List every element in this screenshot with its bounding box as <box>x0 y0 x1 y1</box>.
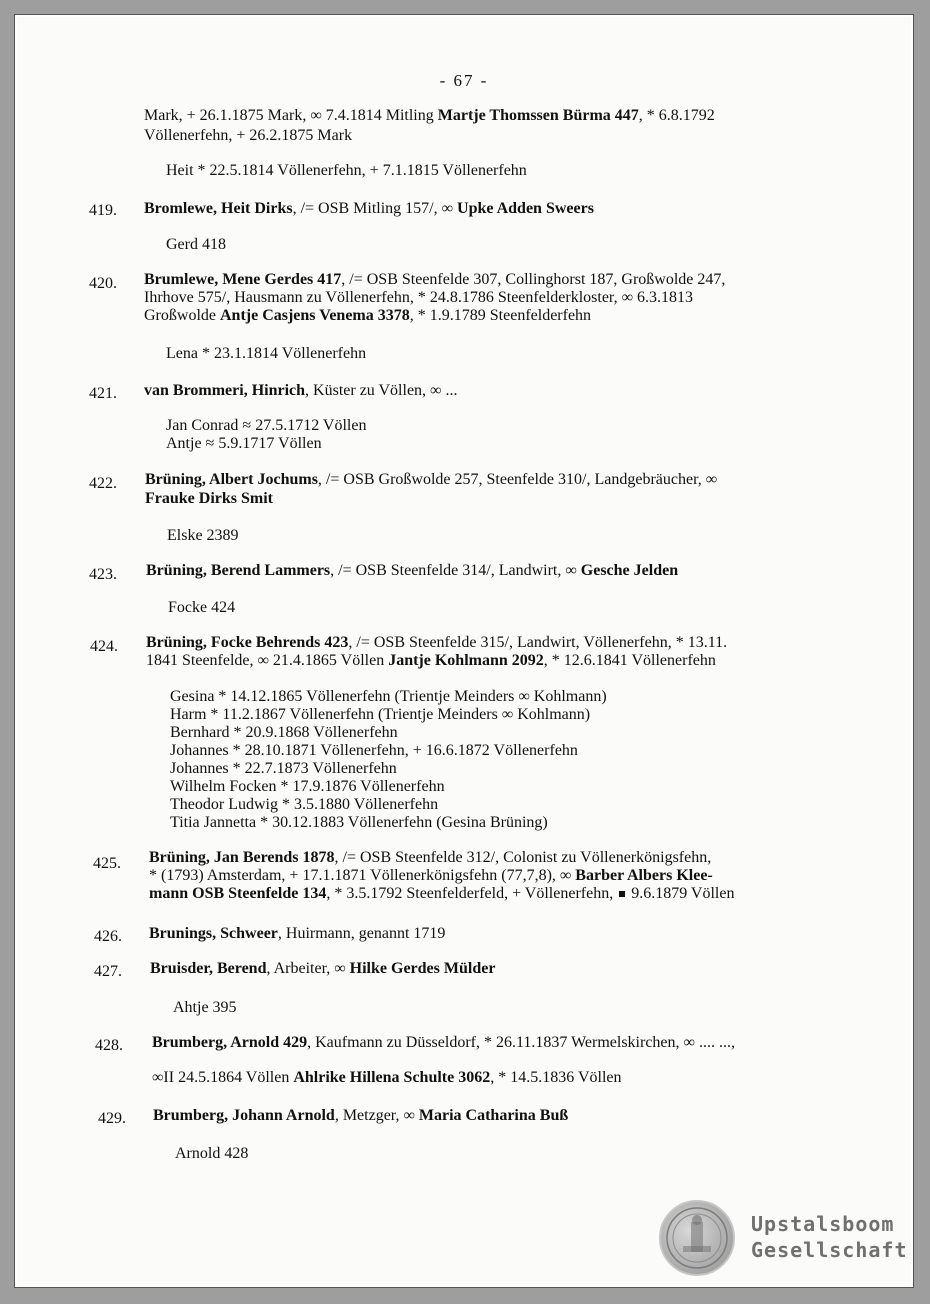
entry-421 <box>144 382 457 400</box>
entry-line <box>152 1069 622 1087</box>
entry-child: Arnold 428 <box>175 1145 249 1162</box>
entry-line <box>149 885 734 903</box>
entry-text: , * 12.6.1841 Völlenerfehn <box>543 652 716 669</box>
entry-details: , /= OSB Steenfelde 315/, Landwirt, Völlenerfehn, * 13.11. <box>348 634 728 651</box>
entry-child: Elske 2389 <box>167 527 239 544</box>
entry-number: 423. <box>89 566 117 583</box>
entry-number: 426. <box>94 928 122 945</box>
logo-text-line-2: Gesellschaft <box>751 1238 908 1262</box>
entry-spouse: Hilke Gerdes Mülder <box>349 960 496 977</box>
entry-spouse: Ahlrike Hillena Schulte 3062 <box>293 1069 491 1086</box>
entry-line <box>144 307 591 325</box>
entry-spouse: Maria Catharina Buß <box>418 1107 569 1124</box>
entry-spouse: Frauke Dirks Smit <box>145 490 273 507</box>
entry-name: van Brommeri, Hinrich <box>144 382 306 399</box>
entry-number: 422. <box>89 475 117 492</box>
entry-details: , /= OSB Steenfelde 314/, Landwirt, ∞ <box>330 562 581 579</box>
child-item: Titia Jannetta * 30.12.1883 Völlenerfehn (Gesina Brüning) <box>170 814 548 831</box>
entry-child: Lena * 23.1.1814 Völlenerfehn <box>166 345 367 362</box>
child-item: Johannes * 28.10.1871 Völlenerfehn, + 16.6.1872 Völlenerfehn <box>170 742 578 759</box>
entry-422 <box>145 471 717 489</box>
entry-name: Bruisder, Berend <box>150 960 267 977</box>
entry-name: Brumberg, Johann Arnold <box>153 1107 335 1124</box>
entry-428 <box>152 1034 735 1052</box>
entry-text: Großwolde <box>144 307 220 324</box>
entry-text: ∞II 24.5.1864 Völlen <box>152 1069 294 1086</box>
entry-details: , Metzger, ∞ <box>334 1107 419 1124</box>
entry-name: Brüning, Berend Lammers <box>146 562 331 579</box>
entry-429 <box>153 1107 568 1125</box>
entry-name: Brüning, Focke Behrends 423 <box>146 634 349 651</box>
entry-spouse: Barber Albers Klee- <box>575 867 713 884</box>
entry-child: Gerd 418 <box>166 236 226 253</box>
entry-424 <box>146 634 727 652</box>
entry-details: , Arbeiter, ∞ <box>266 960 350 977</box>
seal-icon <box>659 1200 735 1276</box>
intro-line-2: Völlenerfehn, + 26.2.1875 Mark <box>144 127 353 144</box>
entry-line: Ihrhove 575/, Hausmann zu Völlenerfehn, * 24.8.1786 Steenfelderkloster, ∞ 6.3.1813 <box>144 289 694 306</box>
entry-child: Ahtje 395 <box>173 999 237 1016</box>
entry-number: 429. <box>98 1110 126 1127</box>
entry-details: , /= OSB Mitling 157/, ∞ <box>292 200 458 217</box>
entry-426 <box>149 925 445 943</box>
burial-symbol <box>619 891 625 897</box>
child-item: Theodor Ludwig * 3.5.1880 Völlenerfehn <box>170 796 439 813</box>
entry-text: 9.6.1879 Völlen <box>627 885 735 902</box>
entry-number: 421. <box>89 385 117 402</box>
entry-name: Bromlewe, Heit Dirks <box>144 200 293 217</box>
entry-number: 424. <box>90 638 118 655</box>
entry-name: Brumlewe, Mene Gerdes 417 <box>144 271 342 288</box>
entry-child: Focke 424 <box>168 599 236 616</box>
page-number: - 67 - <box>439 71 489 90</box>
upstalsboom-logo <box>659 1200 908 1276</box>
intro-text-end: , * 6.8.1792 <box>638 107 715 124</box>
entry-name: Brüning, Albert Jochums <box>145 471 318 488</box>
entry-details: , /= OSB Großwolde 257, Steenfelde 310/, Landgebräucher, ∞ <box>317 471 718 488</box>
entry-details: , /= OSB Steenfelde 312/, Colonist zu Völlenerkönigsfehn, <box>334 849 712 866</box>
entry-details: , Huirmann, genannt 1719 <box>277 925 446 942</box>
entry-text: , * 3.5.1792 Steenfelderfeld, + Völlenerfehn, <box>326 885 618 902</box>
entry-text: , * 14.5.1836 Völlen <box>490 1069 622 1086</box>
entry-427 <box>150 960 495 978</box>
entry-number: 427. <box>94 963 122 980</box>
intro-text: Mark, + 26.1.1875 Mark, ∞ 7.4.1814 Mitling <box>144 107 438 124</box>
entry-name: Brumberg, Arnold 429 <box>152 1034 308 1051</box>
entry-number: 428. <box>95 1037 123 1054</box>
intro-spouse: Martje Thomssen Bürma 447 <box>437 107 639 124</box>
entry-number: 419. <box>89 202 117 219</box>
entry-line <box>146 652 716 670</box>
intro-child: Heit * 22.5.1814 Völlenerfehn, + 7.1.1815 Völlenerfehn <box>166 162 527 179</box>
entry-425 <box>149 849 711 867</box>
document-page <box>14 14 914 1288</box>
entry-name: Brunings, Schweer <box>149 925 278 942</box>
entry-name: Brüning, Jan Berends 1878 <box>149 849 335 866</box>
entry-419 <box>144 200 594 218</box>
intro-line-1 <box>144 107 715 125</box>
entry-spouse: Upke Adden Sweers <box>457 200 594 217</box>
child-item: Wilhelm Focken * 17.9.1876 Völlenerfehn <box>170 778 445 795</box>
child-item: Harm * 11.2.1867 Völlenerfehn (Trientje Meinders ∞ Kohlmann) <box>170 706 591 723</box>
entry-line <box>145 490 273 508</box>
entry-spouse: mann OSB Steenfelde 134 <box>149 885 327 902</box>
child-item: Johannes * 22.7.1873 Völlenerfehn <box>170 760 397 777</box>
entry-420 <box>144 271 725 289</box>
entry-text: 1841 Steenfelde, ∞ 21.4.1865 Völlen <box>146 652 389 669</box>
entry-text: , * 1.9.1789 Steenfelderfehn <box>409 307 592 324</box>
entry-child: Antje ≈ 5.9.1717 Völlen <box>166 435 322 452</box>
entry-details: , Küster zu Völlen, ∞ ... <box>305 382 458 399</box>
entry-number: 420. <box>89 275 117 292</box>
entry-spouse: Antje Casjens Venema 3378 <box>219 307 410 324</box>
entry-details: , /= OSB Steenfelde 307, Collinghorst 187, Großwolde 247, <box>341 271 726 288</box>
entry-child: Jan Conrad ≈ 27.5.1712 Völlen <box>166 417 367 434</box>
entry-423 <box>146 562 678 580</box>
entry-number: 425. <box>93 855 121 872</box>
entry-line <box>149 867 713 885</box>
logo-text-line-1: Upstalsboom <box>751 1212 895 1236</box>
entry-details: , Kaufmann zu Düsseldorf, * 26.11.1837 Wermelskirchen, ∞ .... ..., <box>307 1034 735 1051</box>
child-item: Gesina * 14.12.1865 Völlenerfehn (Trientje Meinders ∞ Kohlmann) <box>170 688 607 705</box>
child-item: Bernhard * 20.9.1868 Völlenerfehn <box>170 724 398 741</box>
entry-spouse: Gesche Jelden <box>580 562 679 579</box>
entry-text: * (1793) Amsterdam, + 17.1.1871 Völlenerkönigsfehn (77,7,8), ∞ <box>149 867 576 884</box>
entry-spouse: Jantje Kohlmann 2092 <box>388 652 544 669</box>
